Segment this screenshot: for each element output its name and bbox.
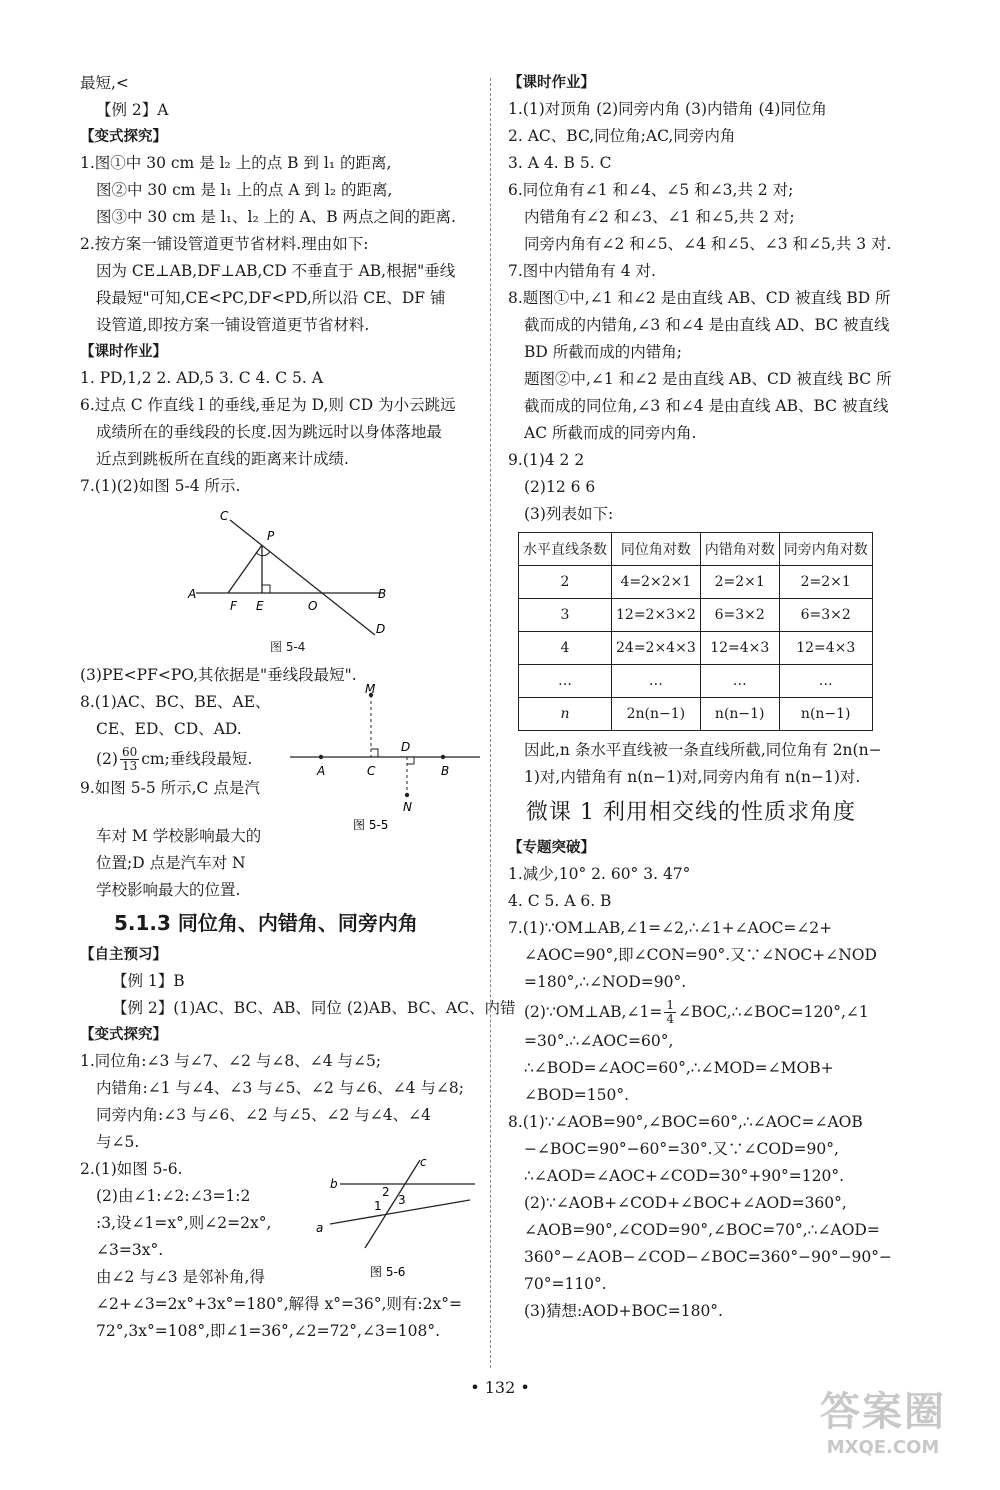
q2-block	[80, 1156, 480, 1291]
text-line: 近点到跳板所在直线的距离来计成绩.	[96, 450, 349, 468]
line-pf	[228, 545, 262, 593]
text-line: 9.(1)4 2 2	[508, 451, 585, 469]
label-a: a	[316, 1221, 324, 1235]
label-c: c	[420, 1155, 427, 1169]
angle-count-table	[518, 532, 873, 731]
text-line: 题图②中,∠1 和∠2 是由直线 AB、CD 被直线 BC 所	[524, 370, 892, 388]
text-line: 因为 CE⊥AB,DF⊥AB,CD 不垂直于 AB,根据"垂线	[96, 262, 456, 280]
table-cell: 6=3×2	[700, 599, 779, 632]
label-f: F	[230, 599, 237, 613]
right-angle-mark	[371, 749, 378, 757]
table-cell: 4=2×2×1	[612, 566, 701, 599]
label-o: O	[308, 599, 318, 613]
point-a	[319, 755, 323, 759]
text-part: (2)	[96, 749, 118, 768]
fraction	[664, 999, 676, 1026]
table-cell: 2	[519, 566, 612, 599]
text-line: 8.(1)∵∠AOB=90°,∠BOC=60°,∴∠AOC=∠AOB	[508, 1113, 863, 1131]
watermark-text: 答案圈	[820, 1389, 946, 1435]
line-cd	[230, 520, 375, 635]
table-row	[519, 698, 873, 731]
text-line: AC 所截而成的同旁内角.	[524, 424, 697, 442]
text-line: −∠BOC=90°−60°=30°.又∵∠COD=90°,	[524, 1140, 839, 1158]
text-line: 7.(1)(2)如图 5-4 所示.	[80, 477, 241, 495]
text-line: ∠AOB=90°,∠COD=90°,∠BOC=70°,∴∠AOD=	[524, 1221, 880, 1239]
text-line: 截而成的同位角,∠3 和∠4 是由直线 AB、BC 被直线	[524, 397, 889, 415]
text-line: ∴∠BOD=∠AOC=60°,∴∠MOD=∠MOB+	[524, 1059, 834, 1077]
text-line: 1.(1)对顶角 (2)同旁内角 (3)内错角 (4)同位角	[508, 100, 827, 118]
text-part: ∠BOC,∴∠BOC=120°,∠1	[677, 1002, 869, 1021]
numerator: 60	[121, 744, 138, 759]
text-line: 1. PD,1,2 2. AD,5 3. C 4. C 5. A	[80, 369, 323, 387]
label-n: N	[403, 800, 412, 814]
label-a: A	[317, 764, 326, 778]
section-heading: 【自主预习】	[80, 947, 167, 963]
text-line: ∴∠AOD=∠AOC+∠COD=30°+90°=120°.	[524, 1167, 845, 1185]
angle-label-2: 2	[382, 1185, 390, 1199]
denominator: 4	[666, 1011, 674, 1026]
figure-5-4	[80, 500, 480, 636]
label-c: C	[367, 764, 376, 778]
text-part: cm;垂线段最短.	[141, 749, 253, 768]
right-angle-mark	[262, 585, 270, 593]
text-line: 4. C 5. A 6. B	[508, 892, 612, 910]
text-line: 位置;D 点是汽车对 N	[96, 854, 246, 872]
text-line: 因此,n 条水平直线被一条直线所截,同位角有 2n(n−	[524, 741, 882, 759]
text-line: 段最短"可知,CE<PC,DF<PD,所以沿 CE、DF 铺	[96, 289, 446, 307]
text-line: :3,设∠1=x°,则∠2=2x°,	[96, 1214, 272, 1232]
text-line: ∠2+∠3=2x°+3x°=180°,解得 x°=36°,则有:2x°=	[96, 1295, 462, 1313]
table-cell: 6=3×2	[779, 599, 872, 632]
table-cell: n(n−1)	[700, 698, 779, 731]
text-line: 6.同位角有∠1 和∠4、∠5 和∠3,共 2 对;	[508, 181, 794, 199]
table-cell: n(n−1)	[779, 698, 872, 731]
table-header: 同位角对数	[612, 533, 701, 566]
text-line: 3. A 4. B 5. C	[508, 154, 612, 172]
section-heading: 【课时作业】	[508, 75, 595, 91]
text-line: 同旁内角有∠2 和∠5、∠4 和∠5、∠3 和∠5,共 3 对.	[524, 235, 892, 253]
point-b	[441, 755, 445, 759]
label-b: B	[441, 764, 450, 778]
text-line: ∠AOC=90°,即∠CON=90°.又∵∠NOC+∠NOD	[524, 946, 877, 964]
table-row	[519, 632, 873, 665]
section-heading: 【变式探究】	[80, 1027, 167, 1043]
label-d: D	[401, 740, 411, 754]
label-b: B	[378, 587, 387, 601]
text-line: ∠BOD=150°.	[524, 1086, 630, 1104]
section-title: 5.1.3 同位角、内错角、同旁内角	[114, 911, 418, 935]
table-cell: 12=2×3×2	[612, 599, 701, 632]
text-line: 7.图中内错角有 4 对.	[508, 262, 656, 280]
angle-arc	[256, 551, 270, 556]
figure-5-5	[285, 683, 485, 833]
text-line: 同旁内角:∠3 与∠6、∠2 与∠5、∠2 与∠4、∠4	[96, 1106, 431, 1124]
label-b: b	[330, 1177, 338, 1191]
text-line: (2)12 6 6	[524, 478, 596, 496]
text-line: 2.(1)如图 5-6.	[80, 1160, 183, 1178]
fraction	[120, 746, 139, 773]
text-line: 360°−∠AOB−∠COD−∠BOC=360°−90°−90°−	[524, 1248, 893, 1266]
text-line: 由∠2 与∠3 是邻补角,得	[96, 1268, 265, 1286]
text-line: 图②中 30 cm 是 l₁ 上的点 A 到 l₂ 的距离,	[96, 181, 393, 199]
table-cell: …	[612, 665, 701, 698]
table-cell: 12=4×3	[779, 632, 872, 665]
label-p: P	[267, 529, 275, 543]
section-heading: 【变式探究】	[80, 129, 167, 145]
page-number: • 132 •	[470, 1378, 530, 1397]
figure-caption: 图 5-5	[353, 818, 389, 832]
table-cell: 2n(n−1)	[612, 698, 701, 731]
text-line: 最短,<	[80, 74, 129, 92]
section-heading: 【课时作业】	[80, 344, 167, 360]
text-line: ∠3=3x°.	[96, 1241, 164, 1259]
angle-label-1: 1	[374, 1199, 382, 1213]
text-line: =180°,∴∠NOD=90°.	[524, 973, 687, 991]
text-line: 2. AC、BC,同位角;AC,同旁内角	[508, 127, 736, 145]
table-cell: 3	[519, 599, 612, 632]
text-line: 截而成的内错角,∠3 和∠4 是由直线 AD、BC 被直线	[524, 316, 890, 334]
label-d: D	[376, 622, 386, 636]
table-cell: 2=2×1	[779, 566, 872, 599]
figure-caption: 图 5-4	[270, 640, 306, 654]
text-line: 8.(1)AC、BC、BE、AE、	[80, 693, 271, 711]
numerator: 1	[666, 997, 674, 1012]
text-line: 6.过点 C 作直线 l 的垂线,垂足为 D,则 CD 为小云跳远	[80, 396, 456, 414]
text-line: 车对 M 学校影响最大的	[96, 827, 262, 845]
text-line: (3)列表如下:	[524, 505, 614, 523]
text-line: 学校影响最大的位置.	[96, 881, 241, 899]
figure-5-6	[310, 1152, 480, 1287]
text-line: 1)对,内错角有 n(n−1)对,同旁内角有 n(n−1)对.	[524, 768, 861, 786]
table-cell: 24=2×4×3	[612, 632, 701, 665]
angle-label-3: 3	[398, 1193, 406, 1207]
label-e: E	[256, 599, 264, 613]
text-line: 1.减少,10° 2. 60° 3. 47°	[508, 865, 691, 883]
table-cell: 2=2×1	[700, 566, 779, 599]
table-row	[519, 566, 873, 599]
right-angle-mark	[407, 757, 414, 764]
table-header: 内错角对数	[700, 533, 779, 566]
text-line: 72°,3x°=108°,即∠1=36°,∠2=72°,∠3=108°.	[96, 1322, 441, 1340]
table-cell: …	[700, 665, 779, 698]
text-line: 【例 2】(1)AC、BC、AB、同位 (2)AB、BC、AC、内错	[112, 999, 516, 1017]
table-header: 水平直线条数	[519, 533, 612, 566]
text-part: (2)∵OM⊥AB,∠1=	[524, 1002, 663, 1021]
q7-part2	[508, 996, 920, 1028]
text-line: =30°.∴∠AOC=60°,	[524, 1032, 674, 1050]
text-line: (3)PE<PF<PO,其依据是"垂线段最短".	[80, 666, 357, 684]
text-line: (2)∵∠AOB+∠COD+∠BOC+∠AOD=360°,	[524, 1194, 847, 1212]
table-cell: …	[779, 665, 872, 698]
column-divider	[490, 78, 491, 1368]
label-a: A	[188, 587, 197, 601]
table-row	[519, 665, 873, 698]
table-row	[519, 599, 873, 632]
text-line: 1.图①中 30 cm 是 l₂ 上的点 B 到 l₁ 的距离,	[80, 154, 392, 172]
watermark-url: MXQE.COM	[826, 1437, 940, 1458]
text-line: 设管道,即按方案一铺设管道更节省材料.	[96, 316, 370, 334]
text-line: 70°=110°.	[524, 1275, 607, 1293]
table-cell: 4	[519, 632, 612, 665]
text-line: 内错角:∠1 与∠4、∠3 与∠5、∠2 与∠6、∠4 与∠8;	[96, 1079, 464, 1097]
text-line: 9.如图 5-5 所示,C 点是汽	[80, 779, 260, 797]
denominator: 13	[121, 758, 138, 773]
table-header: 同旁内角对数	[779, 533, 872, 566]
text-line: CE、ED、CD、AD.	[96, 720, 242, 738]
text-line: 8.题图①中,∠1 和∠2 是由直线 AB、CD 被直线 BD 所	[508, 289, 891, 307]
text-line: 【例 2】A	[96, 101, 169, 119]
q8-q9-block	[80, 683, 480, 851]
label-c: C	[220, 509, 229, 523]
label-m: M	[365, 683, 376, 696]
table-cell: 12=4×3	[700, 632, 779, 665]
micro-lesson-title: 微课 1 利用相交线的性质求角度	[526, 800, 856, 825]
section-heading: 【专题突破】	[508, 840, 595, 856]
text-line: 成绩所在的垂线段的长度.因为跳远时以身体落地最	[96, 423, 442, 441]
table-cell: …	[519, 665, 612, 698]
text-line: 图③中 30 cm 是 l₁、l₂ 上的 A、B 两点之间的距离.	[96, 208, 456, 226]
text-line: 【例 1】B	[112, 972, 185, 990]
text-line: 1.同位角:∠3 与∠7、∠2 与∠8、∠4 与∠5;	[80, 1052, 382, 1070]
text-line: 7.(1)∵OM⊥AB,∠1=∠2,∴∠1+∠AOC=∠2+	[508, 919, 833, 937]
right-column	[508, 70, 920, 1325]
text-line: (3)猜想:AOD+BOC=180°.	[524, 1302, 723, 1320]
left-column	[80, 70, 516, 1345]
figure-caption: 图 5-6	[370, 1265, 406, 1279]
point-n	[405, 793, 409, 797]
table-cell: n	[519, 698, 612, 731]
text-line: 与∠5.	[96, 1133, 140, 1151]
text-line: BD 所截而成的内错角;	[524, 343, 682, 361]
text-line: (2)由∠1:∠2:∠3=1:2	[96, 1187, 251, 1205]
watermark-logo	[788, 1388, 978, 1468]
text-line: 内错角有∠2 和∠3、∠1 和∠5,共 2 对;	[524, 208, 795, 226]
table-header-row	[519, 533, 873, 566]
text-line: 2.按方案一铺设管道更节省材料.理由如下:	[80, 235, 369, 253]
